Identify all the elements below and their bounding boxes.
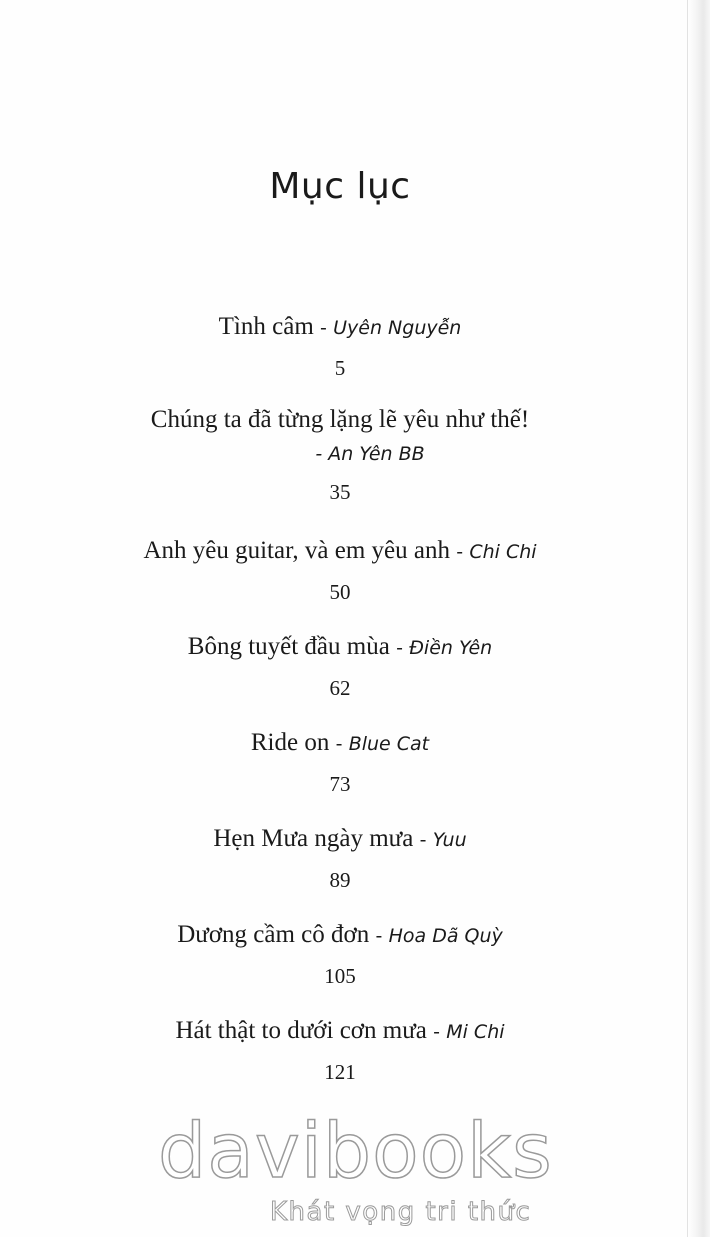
toc-entry (0, 1014, 680, 1087)
entry-separator: - (315, 443, 323, 465)
entry-separator: - (456, 541, 464, 563)
page-edge (687, 0, 710, 1237)
entry-title: Chúng ta đã từng lặng lẽ yêu như thế! (150, 406, 530, 433)
toc-entry (0, 630, 680, 703)
entry-title: Hẹn Mưa ngày mưa (213, 825, 414, 852)
page-title: Mục lục (269, 166, 411, 207)
entry-separator: - (375, 925, 383, 947)
entry-page-number: 35 (329, 480, 351, 504)
entry-title: Anh yêu guitar, và em yêu anh (143, 537, 450, 564)
toc-entry (0, 534, 680, 607)
entry-title: Bông tuyết đầu mùa (187, 633, 390, 660)
toc-entry (0, 918, 680, 991)
entry-page-number: 62 (329, 676, 351, 700)
watermark-brand: davibooks (158, 1106, 553, 1195)
entry-page-number: 89 (329, 868, 351, 892)
entry-page-number: 121 (324, 1060, 356, 1084)
watermark (0, 1098, 710, 1237)
entry-page-number: 73 (329, 772, 351, 796)
entry-author: Yuu (432, 829, 467, 851)
entry-author: Mi Chi (446, 1021, 505, 1043)
entry-title: Ride on (250, 729, 330, 756)
entry-author: An Yên BB (328, 443, 425, 465)
entry-separator: - (320, 317, 327, 339)
entry-author: Uyên Nguyễn (333, 317, 462, 339)
entry-title: Dương cầm cô đơn (177, 921, 370, 948)
entry-separator: - (335, 733, 343, 755)
watermark-slogan: Khát vọng tri thức (270, 1197, 532, 1227)
entry-separator: - (396, 637, 403, 659)
toc-entry (0, 310, 680, 383)
toc-entry (0, 822, 680, 895)
toc-entry (0, 726, 680, 799)
entry-author: Chi Chi (469, 541, 537, 563)
toc-entry (0, 403, 680, 507)
entry-title: Tình câm (218, 313, 314, 340)
entry-author: Điền Yên (409, 637, 493, 659)
entry-page-number: 5 (334, 356, 346, 380)
entry-author: Hoa Dã Quỳ (388, 925, 503, 947)
entry-page-number: 105 (324, 964, 356, 988)
entry-separator: - (419, 829, 427, 851)
entry-title: Hát thật to dưới cơn mưa (175, 1017, 427, 1044)
entry-author: Blue Cat (348, 733, 430, 755)
entry-separator: - (433, 1021, 440, 1043)
entry-page-number: 50 (329, 580, 351, 604)
